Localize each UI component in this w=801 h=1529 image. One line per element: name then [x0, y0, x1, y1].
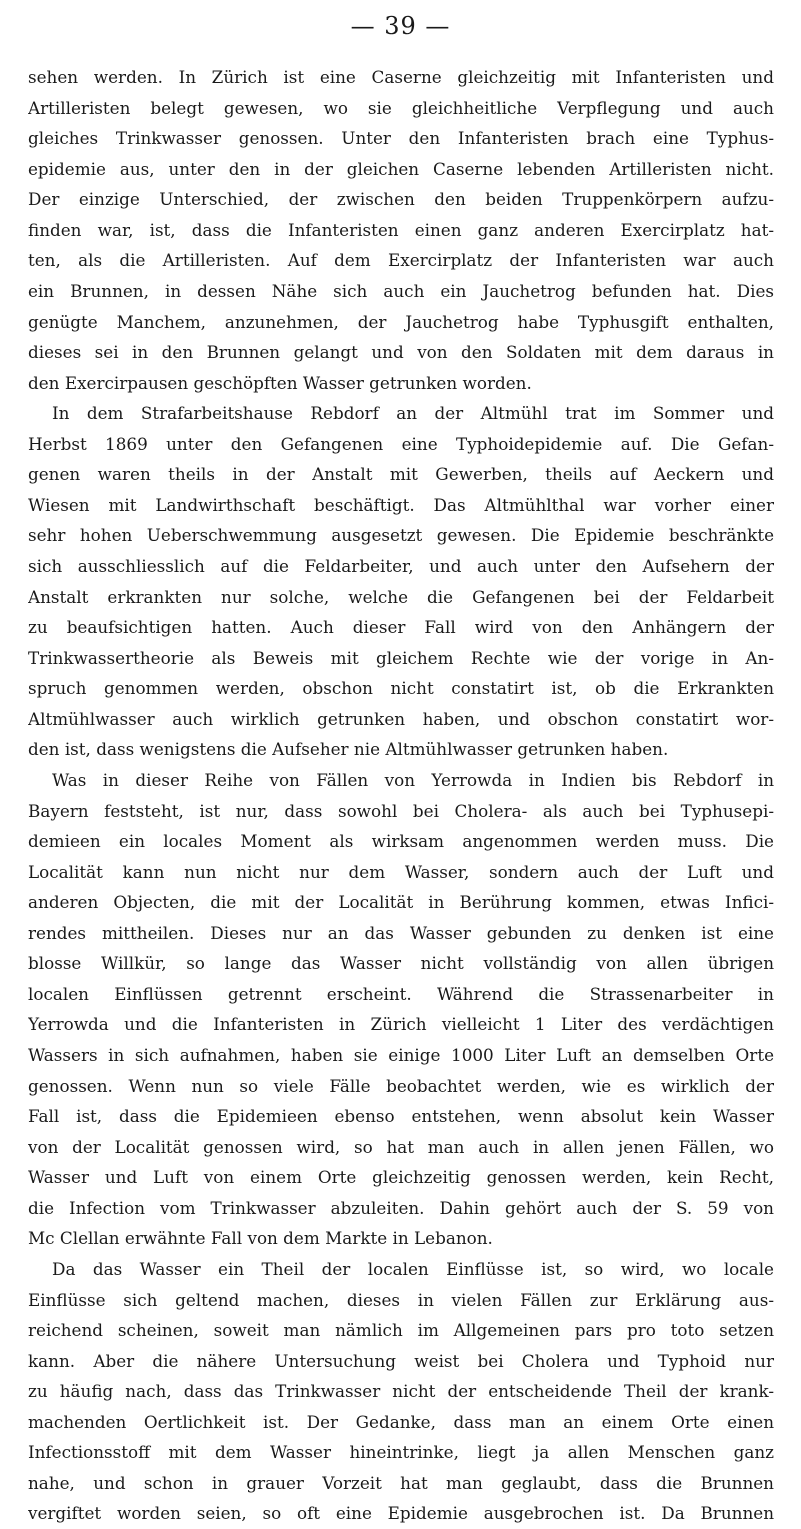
page-number: — 39 —	[350, 12, 451, 40]
text-line: sich ausschliesslich auf die Feldarbeiter, und auch unter den Aufsehern der	[28, 556, 774, 576]
text-line: Der einzige Unterschied, der zwischen den beiden Truppenkörpern aufzu-	[28, 189, 774, 210]
text-line: Bayern feststeht, ist nur, dass sowohl bei Cholera- als auch bei Typhusepi-	[28, 800, 774, 821]
text-line: Anstalt erkrankten nur solche, welche die Gefangenen bei der Feldarbeit	[28, 586, 774, 607]
text-line: zu beaufsichtigen hatten. Auch dieser Fall wird von den Anhängern der	[28, 617, 774, 638]
text-line: zu häufig nach, dass das Trinkwasser nicht der entscheidende Theil der krank-	[28, 1381, 774, 1402]
text-line: spruch genommen werden, obschon nicht constatirt ist, ob die Erkrankten	[28, 678, 774, 699]
text-line: Localität kann nun nicht nur dem Wasser, sondern auch der Luft und	[28, 861, 774, 882]
text-line: reichend scheinen, soweit man nämlich im Allgemeinen pars pro toto setzen	[28, 1320, 774, 1341]
text-line: Einflüsse sich geltend machen, dieses in vielen Fällen zur Erklärung aus-	[28, 1289, 774, 1310]
text-line: Wassers in sich aufnahmen, haben sie einige 1000 Liter Luft an demselben Orte	[28, 1045, 774, 1065]
text-line: epidemie aus, unter den in der gleichen Caserne lebenden Artilleristen nicht.	[28, 158, 774, 179]
text-line: Fall ist, dass die Epidemieen ebenso entstehen, wenn absolut kein Wasser	[28, 1106, 774, 1127]
text-line: dieses sei in den Brunnen gelangt und von den Soldaten mit dem daraus in	[28, 342, 774, 363]
text-line: kann. Aber die nähere Untersuchung weist bei Cholera und Typhoid nur	[28, 1350, 774, 1371]
text-line: Artilleristen belegt gewesen, wo sie gleichheitliche Verpflegung und auch	[28, 97, 774, 118]
text-line: Wiesen mit Landwirthschaft beschäftigt. Das Altmühlthal war vorher einer	[28, 494, 774, 515]
text-line: demieen ein locales Moment als wirksam angenommen werden muss. Die	[28, 831, 774, 852]
text-line: sehr hohen Ueberschwemmung ausgesetzt gewesen. Die Epidemie beschränkte	[28, 525, 774, 546]
text-line: genen waren theils in der Anstalt mit Gewerben, theils auf Aeckern und	[28, 464, 774, 485]
text-line: sehen werden. In Zürich ist eine Caserne gleichzeitig mit Infanteristen und	[28, 67, 774, 87]
text-line: Yerrowda und die Infanteristen in Zürich vielleicht 1 Liter des verdächtigen	[28, 1014, 774, 1035]
text-line: Trinkwassertheorie als Beweis mit gleichem Rechte wie der vorige in An-	[28, 647, 774, 668]
text-line: die Infection vom Trinkwasser abzuleiten. Dahin gehört auch der S. 59 von	[28, 1197, 774, 1218]
text-line: den ist, dass wenigstens die Aufseher nie Altmühlwasser getrunken haben.	[28, 739, 669, 760]
text-line: Herbst 1869 unter den Gefangenen eine Typhoidepidemie auf. Die Gefan-	[28, 433, 774, 454]
text-line: gleiches Trinkwasser genossen. Unter den Infanteristen brach eine Typhus-	[28, 128, 774, 149]
text-line: genügte Manchem, anzunehmen, der Jauchetrog habe Typhusgift enthalten,	[28, 311, 774, 332]
text-line: blosse Willkür, so lange das Wasser nicht vollständig von allen übrigen	[28, 953, 774, 974]
text-line: Wasser und Luft von einem Orte gleichzeitig genossen werden, kein Recht,	[28, 1167, 774, 1188]
text-line: localen Einflüssen getrennt erscheint. Während die Strassenarbeiter in	[28, 983, 774, 1004]
text-line: Infectionsstoff mit dem Wasser hineintrinke, liegt ja allen Menschen ganz	[28, 1442, 774, 1463]
text-line: machenden Oertlichkeit ist. Der Gedanke, dass man an einem Orte einen	[28, 1411, 774, 1432]
text-line: genossen. Wenn nun so viele Fälle beobachtet werden, wie es wirklich der	[28, 1075, 774, 1096]
text-line: anderen Objecten, die mit der Localität in Berührung kommen, etwas Infici-	[28, 892, 774, 913]
text-line: Altmühlwasser auch wirklich getrunken haben, und obschon constatirt wor-	[28, 708, 774, 729]
text-line: von der Localität genossen wird, so hat man auch in allen jenen Fällen, wo	[28, 1136, 774, 1157]
text-line: ten, als die Artilleristen. Auf dem Exercirplatz der Infanteristen war auch	[28, 250, 774, 271]
text-line: rendes mittheilen. Dieses nur an das Wasser gebunden zu denken ist eine	[28, 922, 774, 943]
text-line: Was in dieser Reihe von Fällen von Yerrowda in Indien bis Rebdorf in	[52, 769, 774, 790]
text-line: vergiftet worden seien, so oft eine Epidemie ausgebrochen ist. Da Brunnen	[28, 1503, 774, 1524]
text-line: Da das Wasser ein Theil der localen Einflüsse ist, so wird, wo locale	[52, 1258, 774, 1279]
text-line: Mc Clellan erwähnte Fall von dem Markte in Lebanon.	[28, 1228, 493, 1249]
text-line: finden war, ist, dass die Infanteristen einen ganz anderen Exercirplatz hat-	[28, 219, 774, 240]
text-line: ein Brunnen, in dessen Nähe sich auch ein Jauchetrog befunden hat. Dies	[28, 280, 774, 301]
body-text	[28, 62, 774, 1529]
text-line: In dem Strafarbeitshause Rebdorf an der Altmühl trat im Sommer und	[52, 403, 774, 424]
text-line: nahe, und schon in grauer Vorzeit hat man geglaubt, dass die Brunnen	[28, 1472, 774, 1493]
text-line: den Exercirpausen geschöpften Wasser getrunken worden.	[28, 372, 532, 393]
